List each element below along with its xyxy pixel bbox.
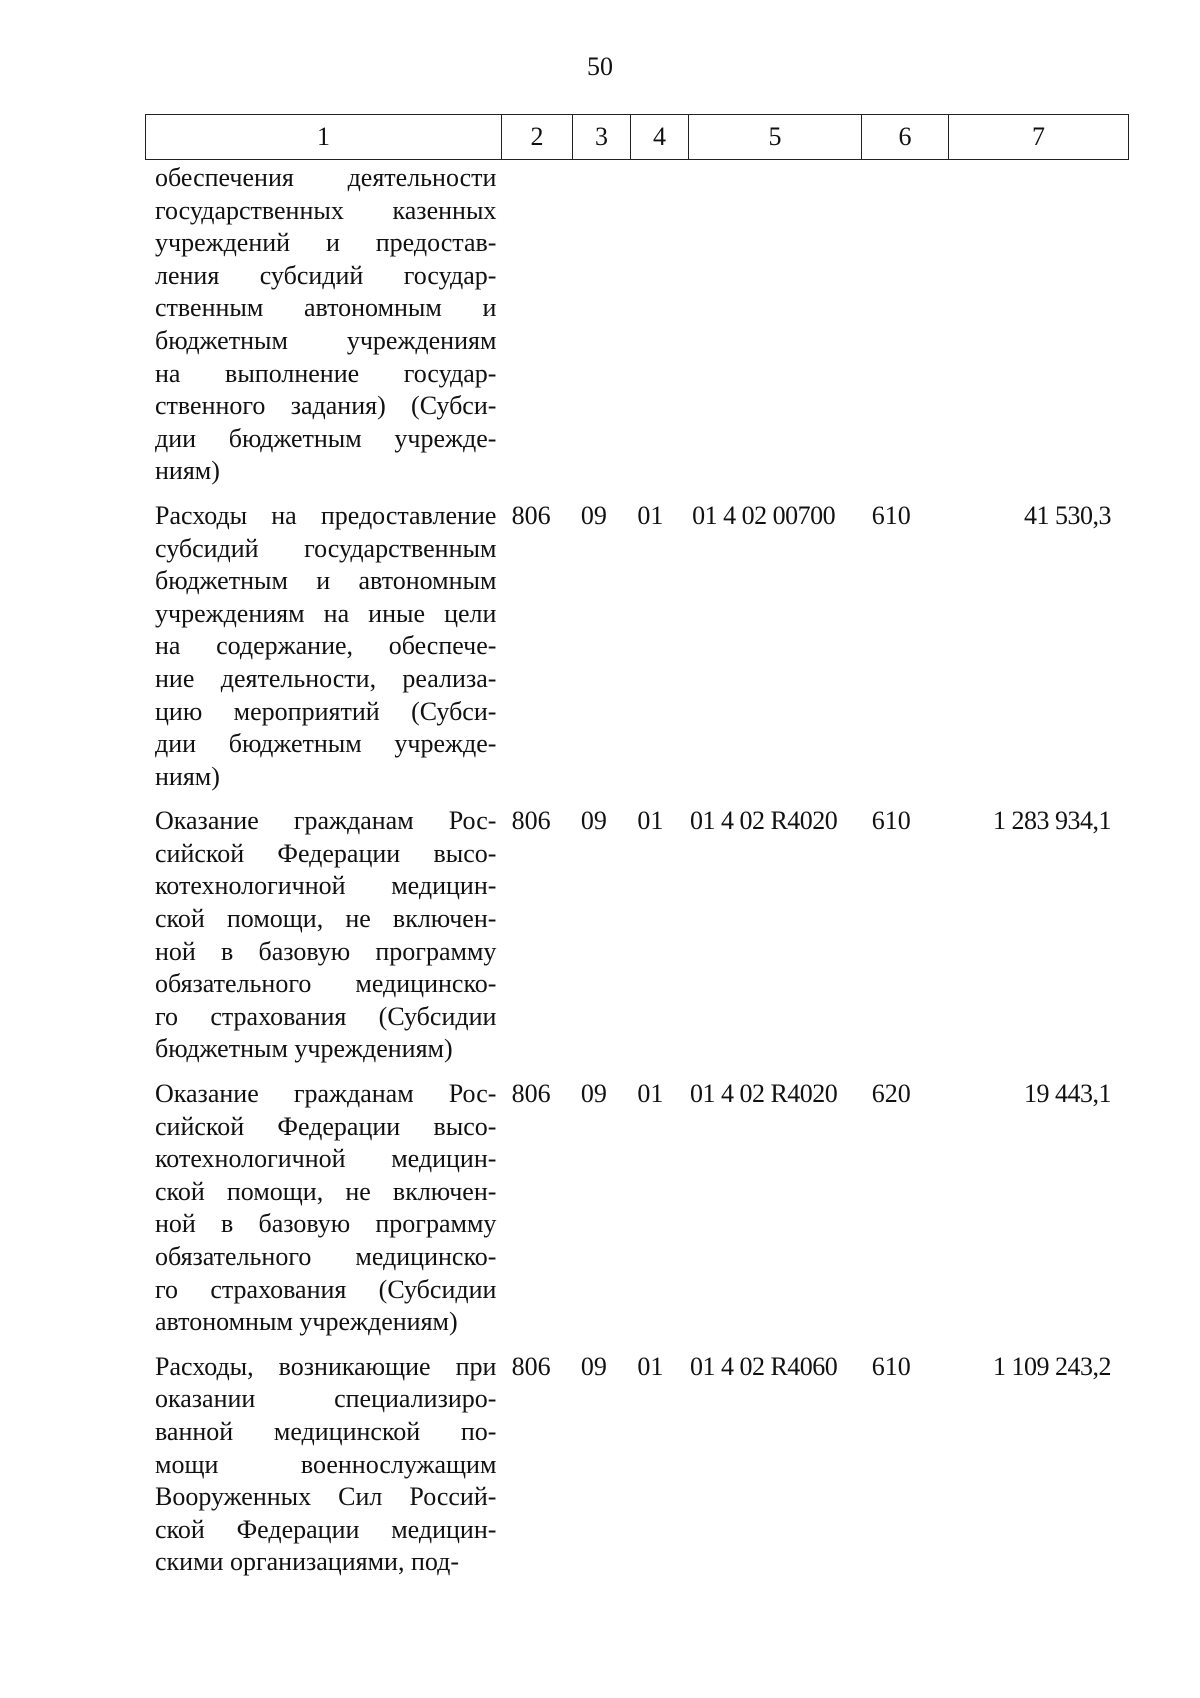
description-line: Расходы, возникающие при bbox=[155, 1351, 497, 1381]
description-line: государственных казенных bbox=[155, 195, 497, 225]
amount: 1 283 934,1 bbox=[992, 806, 1111, 836]
description-line: учреждениям на иные цели bbox=[155, 598, 497, 628]
description-line: Вооруженных Сил Россий- bbox=[155, 1482, 497, 1512]
description-line: ниям) bbox=[155, 456, 220, 486]
amount: 1 109 243,2 bbox=[992, 1351, 1111, 1381]
subsection-code bbox=[622, 162, 678, 488]
description-line: ления субсидий государ- bbox=[155, 260, 497, 290]
description-line: Расходы на предоставление bbox=[155, 500, 497, 530]
description-line: ской Федерации медицин- bbox=[155, 1514, 497, 1544]
table-row bbox=[145, 1351, 1121, 1579]
row-description bbox=[145, 805, 496, 1066]
table-row bbox=[145, 500, 1121, 793]
section-code: 09 bbox=[580, 1351, 607, 1381]
header-col-3: 3 bbox=[573, 115, 631, 160]
description-line: го страхования (Субсидии bbox=[155, 1274, 497, 1304]
description-line: го страхования (Субсидии bbox=[155, 1001, 497, 1031]
ministry-code bbox=[496, 162, 565, 488]
amount: 19 443,1 bbox=[1023, 1079, 1111, 1109]
header-col-2: 2 bbox=[502, 115, 573, 160]
header-col-1: 1 bbox=[146, 115, 502, 160]
description-line: дии бюджетным учрежде- bbox=[155, 423, 497, 453]
section-code bbox=[566, 162, 622, 488]
table-row bbox=[145, 805, 1121, 1066]
target-article-code bbox=[679, 162, 849, 488]
description-line: автономным учреждениям) bbox=[155, 1307, 458, 1337]
expense-type-code bbox=[849, 162, 934, 488]
description-line: сийской Федерации высо- bbox=[155, 1111, 497, 1141]
table-row bbox=[145, 1078, 1121, 1339]
description-line: оказании специализиро- bbox=[155, 1384, 497, 1414]
description-line: на выполнение государ- bbox=[155, 358, 497, 388]
description-line: ской помощи, не включен- bbox=[155, 904, 497, 934]
description-line: сийской Федерации высо- bbox=[155, 838, 497, 868]
ministry-code: 806 bbox=[511, 500, 551, 530]
description-line: на содержание, обеспече- bbox=[155, 631, 497, 661]
description-line: котехнологичной медицин- bbox=[155, 1144, 497, 1174]
subsection-code: 01 bbox=[637, 1351, 664, 1381]
description-line: учреждений и предостав- bbox=[155, 228, 497, 258]
target-article-code: 01 4 02 00700 bbox=[692, 500, 836, 530]
target-article-code: 01 4 02 R4060 bbox=[689, 1351, 838, 1381]
subsection-code: 01 bbox=[637, 1079, 664, 1109]
ministry-code: 806 bbox=[511, 1079, 551, 1109]
description-line: обеспечения деятельности bbox=[155, 163, 497, 192]
header-col-7: 7 bbox=[949, 115, 1129, 160]
header-col-4: 4 bbox=[631, 115, 689, 160]
expense-type-code: 610 bbox=[871, 1351, 911, 1381]
row-description bbox=[145, 162, 496, 488]
description-line: ственного задания) (Субси- bbox=[155, 391, 497, 421]
description-line: Оказание гражданам Рос- bbox=[155, 806, 497, 836]
description-line: котехнологичной медицин- bbox=[155, 871, 497, 901]
row-description bbox=[145, 1078, 496, 1339]
description-line: ванной медицинской по- bbox=[155, 1416, 497, 1446]
ministry-code: 806 bbox=[511, 1351, 551, 1381]
description-line: бюджетным учреждениям) bbox=[155, 1034, 453, 1064]
target-article-code: 01 4 02 R4020 bbox=[689, 806, 838, 836]
section-code: 09 bbox=[580, 500, 607, 530]
description-line: ственным автономным и bbox=[155, 293, 497, 323]
description-line: обязательного медицинско- bbox=[155, 1242, 497, 1271]
expense-type-code: 610 bbox=[871, 806, 911, 836]
page-number: 50 bbox=[587, 52, 613, 81]
subsection-code: 01 bbox=[637, 500, 664, 530]
subsection-code: 01 bbox=[637, 806, 664, 836]
amount: 41 530,3 bbox=[1023, 500, 1111, 530]
target-article-code: 01 4 02 R4020 bbox=[689, 1079, 838, 1109]
description-line: скими организациями, под- bbox=[155, 1547, 460, 1577]
expense-type-code: 610 bbox=[871, 500, 911, 530]
description-line: ной в базовую программу bbox=[155, 1209, 497, 1239]
section-code: 09 bbox=[580, 1079, 607, 1109]
table-body bbox=[145, 162, 1121, 1591]
ministry-code: 806 bbox=[511, 806, 551, 836]
description-line: ниям) bbox=[155, 761, 220, 791]
description-line: субсидий государственным bbox=[155, 533, 497, 563]
description-line: мощи военнослужащим bbox=[155, 1449, 497, 1479]
expense-type-code: 620 bbox=[871, 1079, 911, 1109]
row-description bbox=[145, 500, 496, 793]
table-row bbox=[145, 162, 1121, 488]
header-row bbox=[146, 115, 1129, 160]
description-line: бюджетным учреждениям bbox=[155, 325, 497, 355]
table-header bbox=[145, 114, 1129, 160]
description-line: дии бюджетным учрежде- bbox=[155, 729, 497, 759]
description-line: ской помощи, не включен- bbox=[155, 1176, 497, 1206]
description-line: ной в базовую программу bbox=[155, 936, 497, 966]
description-line: ние деятельности, реализа- bbox=[155, 663, 497, 693]
section-code: 09 bbox=[580, 806, 607, 836]
description-line: бюджетным и автономным bbox=[155, 566, 497, 596]
description-line: цию мероприятий (Субси- bbox=[155, 696, 497, 726]
row-description bbox=[145, 1351, 496, 1579]
description-line: обязательного медицинско- bbox=[155, 969, 497, 999]
description-line: Оказание гражданам Рос- bbox=[155, 1079, 497, 1109]
header-col-6: 6 bbox=[862, 115, 949, 160]
amount bbox=[934, 162, 1121, 488]
header-col-5: 5 bbox=[689, 115, 862, 160]
